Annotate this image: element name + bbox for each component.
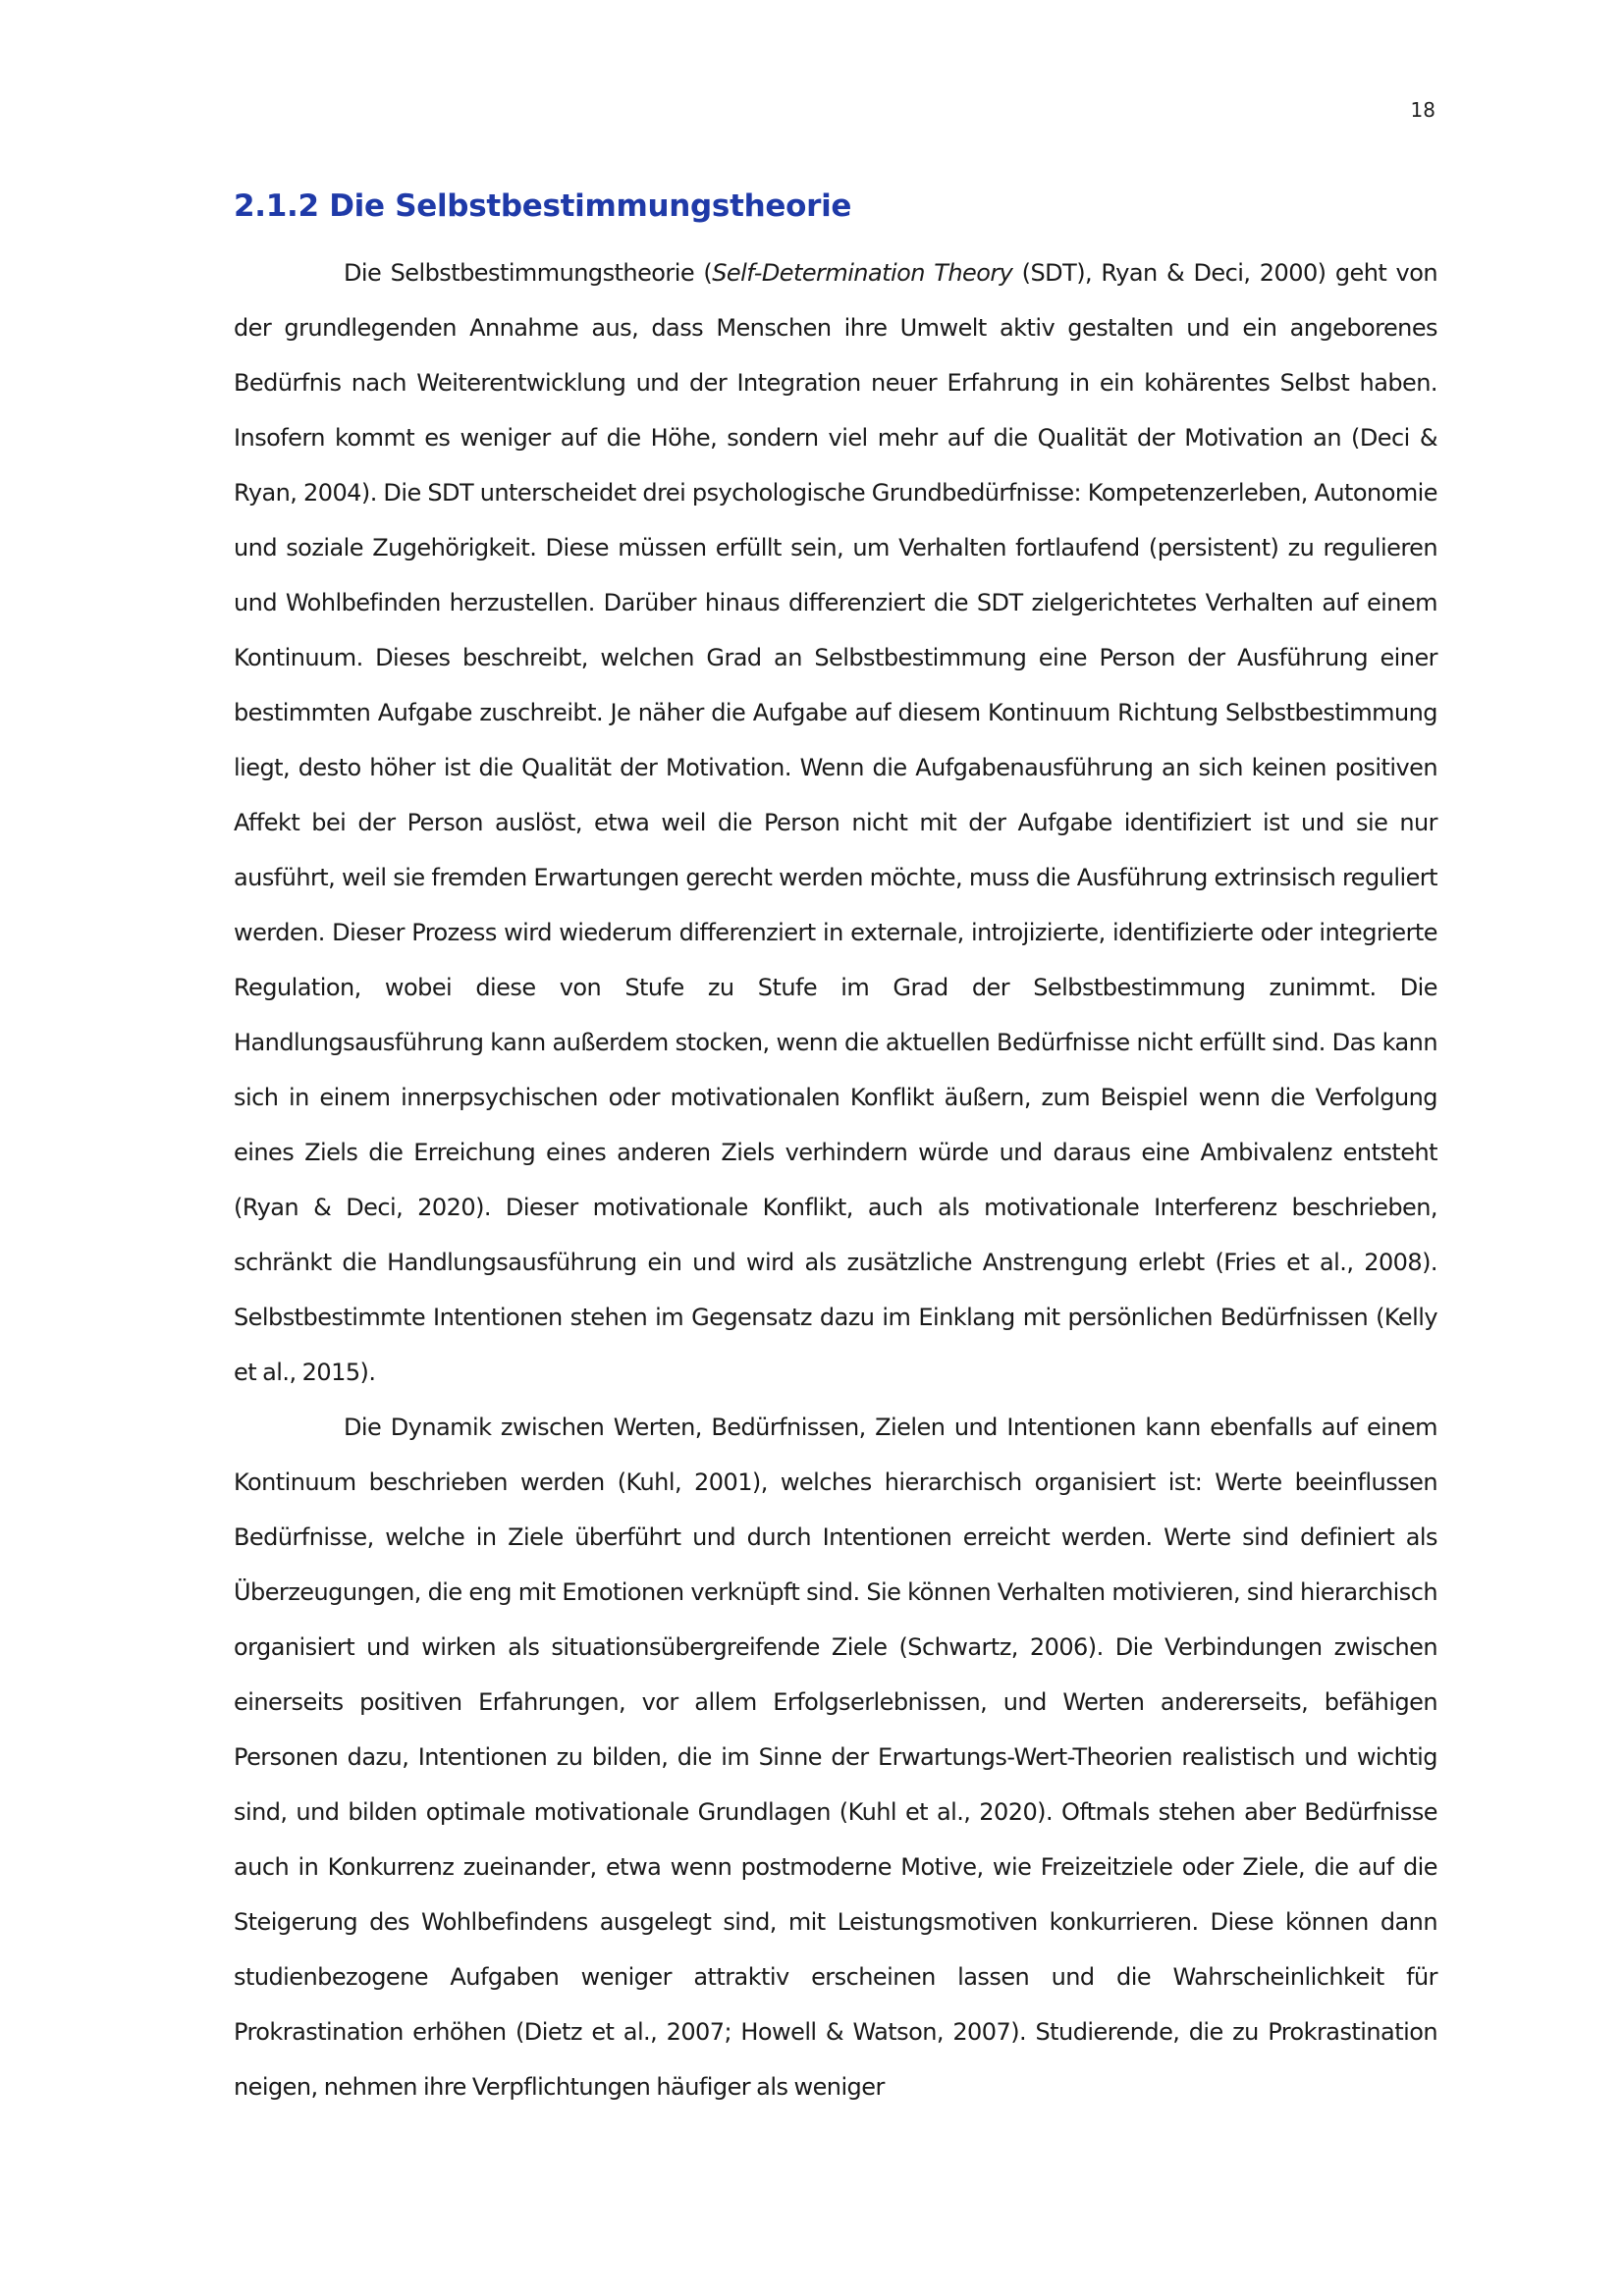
- page-number: 18: [1410, 98, 1435, 122]
- page-content: [234, 188, 1437, 2114]
- paragraph-sdt: [234, 245, 1437, 1400]
- paragraph-sdt-body: (SDT), Ryan & Deci, 2000) geht von der grundlegenden Annahme aus, dass Menschen ihre Umwelt aktiv gestalten und ein angeborenes Bedürfnis nach Weiterentwicklung und der Integration neuer Erfahrung in ein kohärentes Selbst haben. Insofern kommt es weniger auf die Höhe, sondern viel mehr auf die Qualität der Motivation an (Deci & Ryan, 2004). Die SDT unterscheidet drei psychologische Grundbedürfnisse: Kompetenzerleben, Autonomie und soziale Zugehörigkeit. Diese müssen erfüllt sein, um Verhalten fortlaufend (persistent) zu regulieren und Wohlbefinden herzustellen. Darüber hinaus differenziert die SDT zielgerichtetes Verhalten auf einem Kontinuum. Dieses beschreibt, welchen Grad an Selbstbestimmung eine Person der Ausführung einer bestimmten Aufgabe zuschreibt. Je näher die Aufgabe auf diesem Kontinuum Richtung Selbstbestimmung liegt, desto höher ist die Qualität der Motivation. Wenn die Aufgabenausführung an sich keinen positiven Affekt bei der Person auslöst, etwa weil die Person nicht mit der Aufgabe identifiziert ist und sie nur ausführt, weil sie fremden Erwartungen gerecht werden möchte, muss die Ausführung extrinsisch reguliert werden. Dieser Prozess wird wiederum differenziert in externale, introjizierte, identifizierte oder integrierte Regulation, wobei diese von Stufe zu Stufe im Grad der Selbstbestimmung zunimmt. Die Handlungsausführung kann außerdem stocken, wenn die aktuellen Bedürfnisse nicht erfüllt sind. Das kann sich in einem innerpsychischen oder motivationalen Konflikt äußern, zum Beispiel wenn die Verfolgung eines Ziels die Erreichung eines anderen Ziels verhindern würde und daraus eine Ambivalenz entsteht (Ryan & Deci, 2020). Dieser motivationale Konflikt, auch als motivationale Interferenz beschrieben, schränkt die Handlungsausführung ein und wird als zusätzliche Anstrengung erlebt (Fries et al., 2008). Selbstbestimmte Intentionen stehen im Gegensatz dazu im Einklang mit persönlichen Bedürfnissen (Kelly et al., 2015).: [234, 259, 1438, 1386]
- paragraph-sdt-lead: Die Selbstbestimmungstheorie (: [344, 259, 713, 287]
- paragraph-dynamics: Die Dynamik zwischen Werten, Bedürfnissen, Zielen und Intentionen kann ebenfalls auf einem Kontinuum beschrieben werden (Kuhl, 2001), welches hierarchisch organisiert ist: Werte beeinflussen Bedürfnisse, welche in Ziele überführt und durch Intentionen erreicht werden. Werte sind definiert als Überzeugungen, die eng mit Emotionen verknüpft sind. Sie können Verhalten motivieren, sind hierarchisch organisiert und wirken als situationsübergreifende Ziele (Schwartz, 2006). Die Verbindungen zwischen einerseits positiven Erfahrungen, vor allem Erfolgserlebnissen, und Werten andererseits, befähigen Personen dazu, Intentionen zu bilden, die im Sinne der Erwartungs-Wert-Theorien realistisch und wichtig sind, und bilden optimale motivationale Grundlagen (Kuhl et al., 2020). Oftmals stehen aber Bedürfnisse auch in Konkurrenz zueinander, etwa wenn postmoderne Motive, wie Freizeitziele oder Ziele, die auf die Steigerung des Wohlbefindens ausgelegt sind, mit Leistungsmotiven konkurrieren. Diese können dann studienbezogene Aufgaben weniger attraktiv erscheinen lassen und die Wahrscheinlichkeit für Prokrastination erhöhen (Dietz et al., 2007; Howell & Watson, 2007). Studierende, die zu Prokrastination neigen, nehmen ihre Verpflichtungen häufiger als weniger: [234, 1414, 1437, 2101]
- section-heading: 2.1.2 Die Selbstbestimmungstheorie: [234, 188, 852, 224]
- paragraph-sdt-italic-term: Self-Determination Theory: [712, 259, 1013, 287]
